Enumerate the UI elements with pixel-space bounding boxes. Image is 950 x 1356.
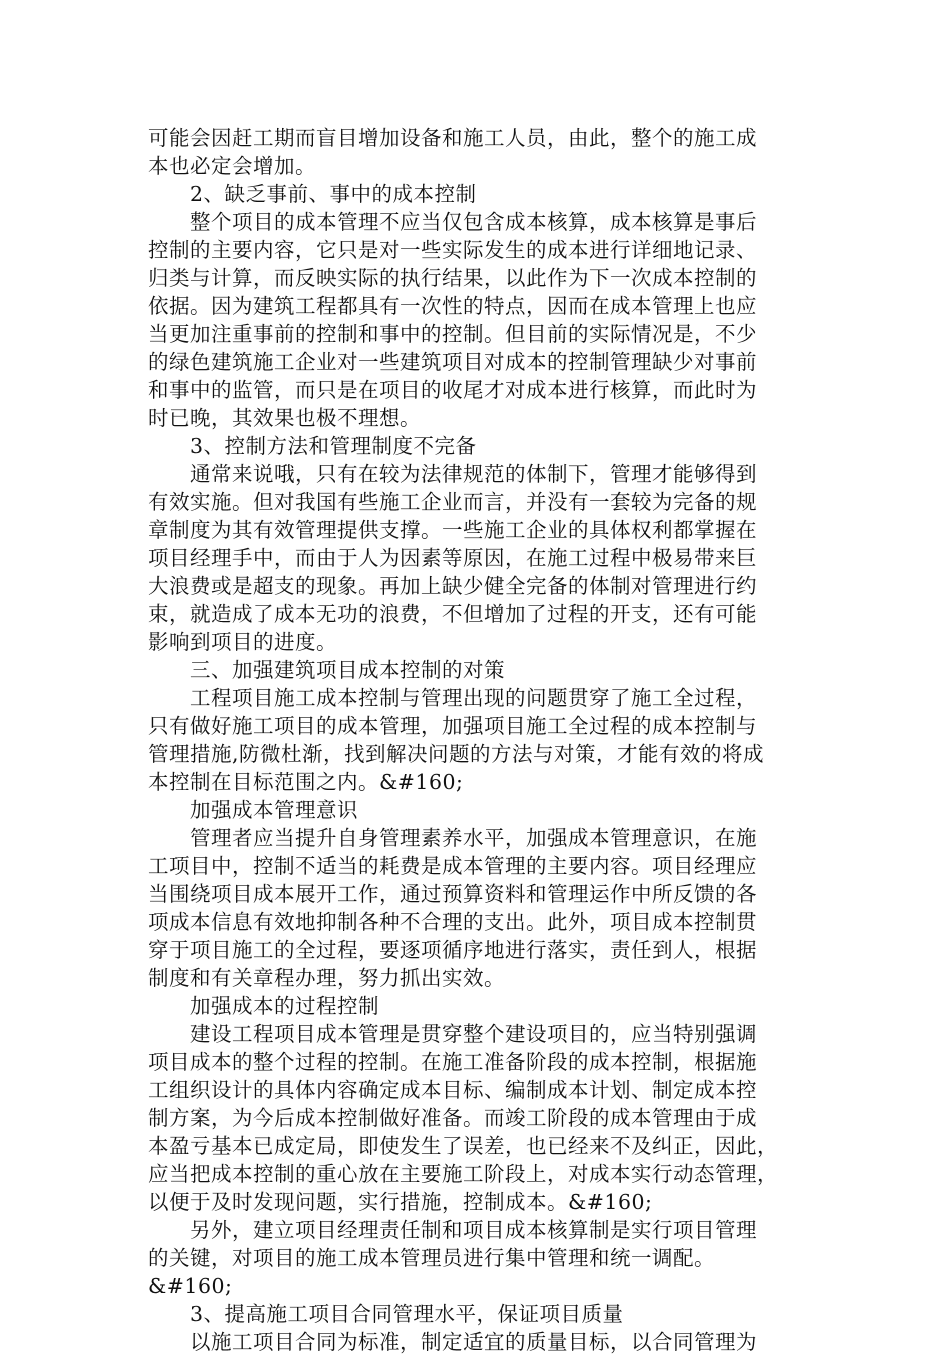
paragraph bbox=[148, 124, 808, 180]
text-line: 通常来说哦，只有在较为法律规范的体制下，管理才能够得到 bbox=[190, 462, 757, 486]
text-line: 另外，建立项目经理责任制和项目成本核算制是实行项目管理 bbox=[190, 1218, 757, 1242]
text-line: 工程项目施工成本控制与管理出现的问题贯穿了施工全过程， bbox=[190, 686, 757, 710]
paragraph bbox=[148, 208, 808, 432]
text-line: 工项目中，控制不适当的耗费是成本管理的主要内容。项目经理应 bbox=[148, 854, 757, 878]
paragraph bbox=[148, 824, 808, 992]
text-line: 建设工程项目成本管理是贯穿整个建设项目的，应当特别强调 bbox=[190, 1022, 757, 1046]
text-line: 应当把成本控制的重心放在主要施工阶段上，对成本实行动态管理， bbox=[148, 1162, 778, 1186]
text-line: 三、加强建筑项目成本控制的对策 bbox=[190, 658, 505, 682]
paragraph bbox=[148, 460, 808, 656]
text-line: 制度和有关章程办理，努力抓出实效。 bbox=[148, 966, 505, 990]
text-line: 有效实施。但对我国有些施工企业而言，并没有一套较为完备的规 bbox=[148, 490, 757, 514]
text-line: 3、控制方法和管理制度不完备 bbox=[190, 434, 477, 458]
text-line: 时已晚，其效果也极不理想。 bbox=[148, 406, 421, 430]
paragraph bbox=[148, 684, 808, 796]
section-heading bbox=[148, 180, 808, 208]
text-line: 束，就造成了成本无功的浪费，不但增加了过程的开支，还有可能 bbox=[148, 602, 757, 626]
paragraph bbox=[148, 1020, 808, 1216]
text-line: 归类与计算，而反映实际的执行结果，以此作为下一次成本控制的 bbox=[148, 266, 757, 290]
text-line: 项成本信息有效地抑制各种不合理的支出。此外，项目成本控制贯 bbox=[148, 910, 757, 934]
text-line: 的关键，对项目的施工成本管理员进行集中管理和统一调配。 bbox=[148, 1246, 715, 1270]
text-line: 以施工项目合同为标准，制定适宜的质量目标，以合同管理为 bbox=[190, 1330, 757, 1354]
section-heading bbox=[148, 432, 808, 460]
body-text bbox=[148, 124, 808, 1356]
section-heading bbox=[148, 1300, 808, 1328]
text-line: 章制度为其有效管理提供支撑。一些施工企业的具体权利都掌握在 bbox=[148, 518, 757, 542]
text-line: 整个项目的成本管理不应当仅包含成本核算，成本核算是事后 bbox=[190, 210, 757, 234]
text-line: 2、缺乏事前、事中的成本控制 bbox=[190, 182, 477, 206]
text-line: 穿于项目施工的全过程，要逐项循序地进行落实，责任到人，根据 bbox=[148, 938, 757, 962]
text-line: 影响到项目的进度。 bbox=[148, 630, 337, 654]
text-line: 当围绕项目成本展开工作，通过预算资料和管理运作中所反馈的各 bbox=[148, 882, 757, 906]
text-line: 大浪费或是超支的现象。再加上缺少健全完备的体制对管理进行约 bbox=[148, 574, 757, 598]
text-line: 依据。因为建筑工程都具有一次性的特点，因而在成本管理上也应 bbox=[148, 294, 757, 318]
text-line: 工组织设计的具体内容确定成本目标、编制成本计划、制定成本控 bbox=[148, 1078, 757, 1102]
paragraph bbox=[148, 1216, 808, 1300]
text-line: 管理措施,防微杜渐，找到解决问题的方法与对策，才能有效的将成 bbox=[148, 742, 765, 766]
text-line: 本也必定会增加。 bbox=[148, 154, 316, 178]
text-line: 以便于及时发现问题，实行措施，控制成本。&#160; bbox=[148, 1190, 653, 1214]
section-heading bbox=[148, 796, 808, 824]
section-heading bbox=[148, 992, 808, 1020]
text-line: 本盈亏基本已成定局，即使发生了误差，也已经来不及纠正，因此， bbox=[148, 1134, 778, 1158]
section-heading bbox=[148, 656, 808, 684]
text-line: 项目成本的整个过程的控制。在施工准备阶段的成本控制，根据施 bbox=[148, 1050, 757, 1074]
text-line: &#160; bbox=[148, 1274, 233, 1298]
text-line: 当更加注重事前的控制和事中的控制。但目前的实际情况是，不少 bbox=[148, 322, 757, 346]
text-line: 控制的主要内容，它只是对一些实际发生的成本进行详细地记录、 bbox=[148, 238, 757, 262]
text-line: 3、提高施工项目合同管理水平，保证项目质量 bbox=[190, 1302, 624, 1326]
paragraph bbox=[148, 1328, 808, 1356]
text-line: 项目经理手中，而由于人为因素等原因，在施工过程中极易带来巨 bbox=[148, 546, 757, 570]
text-line: 管理者应当提升自身管理素养水平，加强成本管理意识，在施 bbox=[190, 826, 757, 850]
text-line: 和事中的监管，而只是在项目的收尾才对成本进行核算，而此时为 bbox=[148, 378, 757, 402]
text-line: 制方案，为今后成本控制做好准备。而竣工阶段的成本管理由于成 bbox=[148, 1106, 757, 1130]
text-line: 可能会因赶工期而盲目增加设备和施工人员，由此，整个的施工成 bbox=[148, 126, 757, 150]
text-line: 的绿色建筑施工企业对一些建筑项目对成本的控制管理缺少对事前 bbox=[148, 350, 757, 374]
text-line: 只有做好施工项目的成本管理，加强项目施工全过程的成本控制与 bbox=[148, 714, 757, 738]
text-line: 加强成本的过程控制 bbox=[190, 994, 379, 1018]
text-line: 加强成本管理意识 bbox=[190, 798, 358, 822]
text-line: 本控制在目标范围之内。&#160; bbox=[148, 770, 464, 794]
